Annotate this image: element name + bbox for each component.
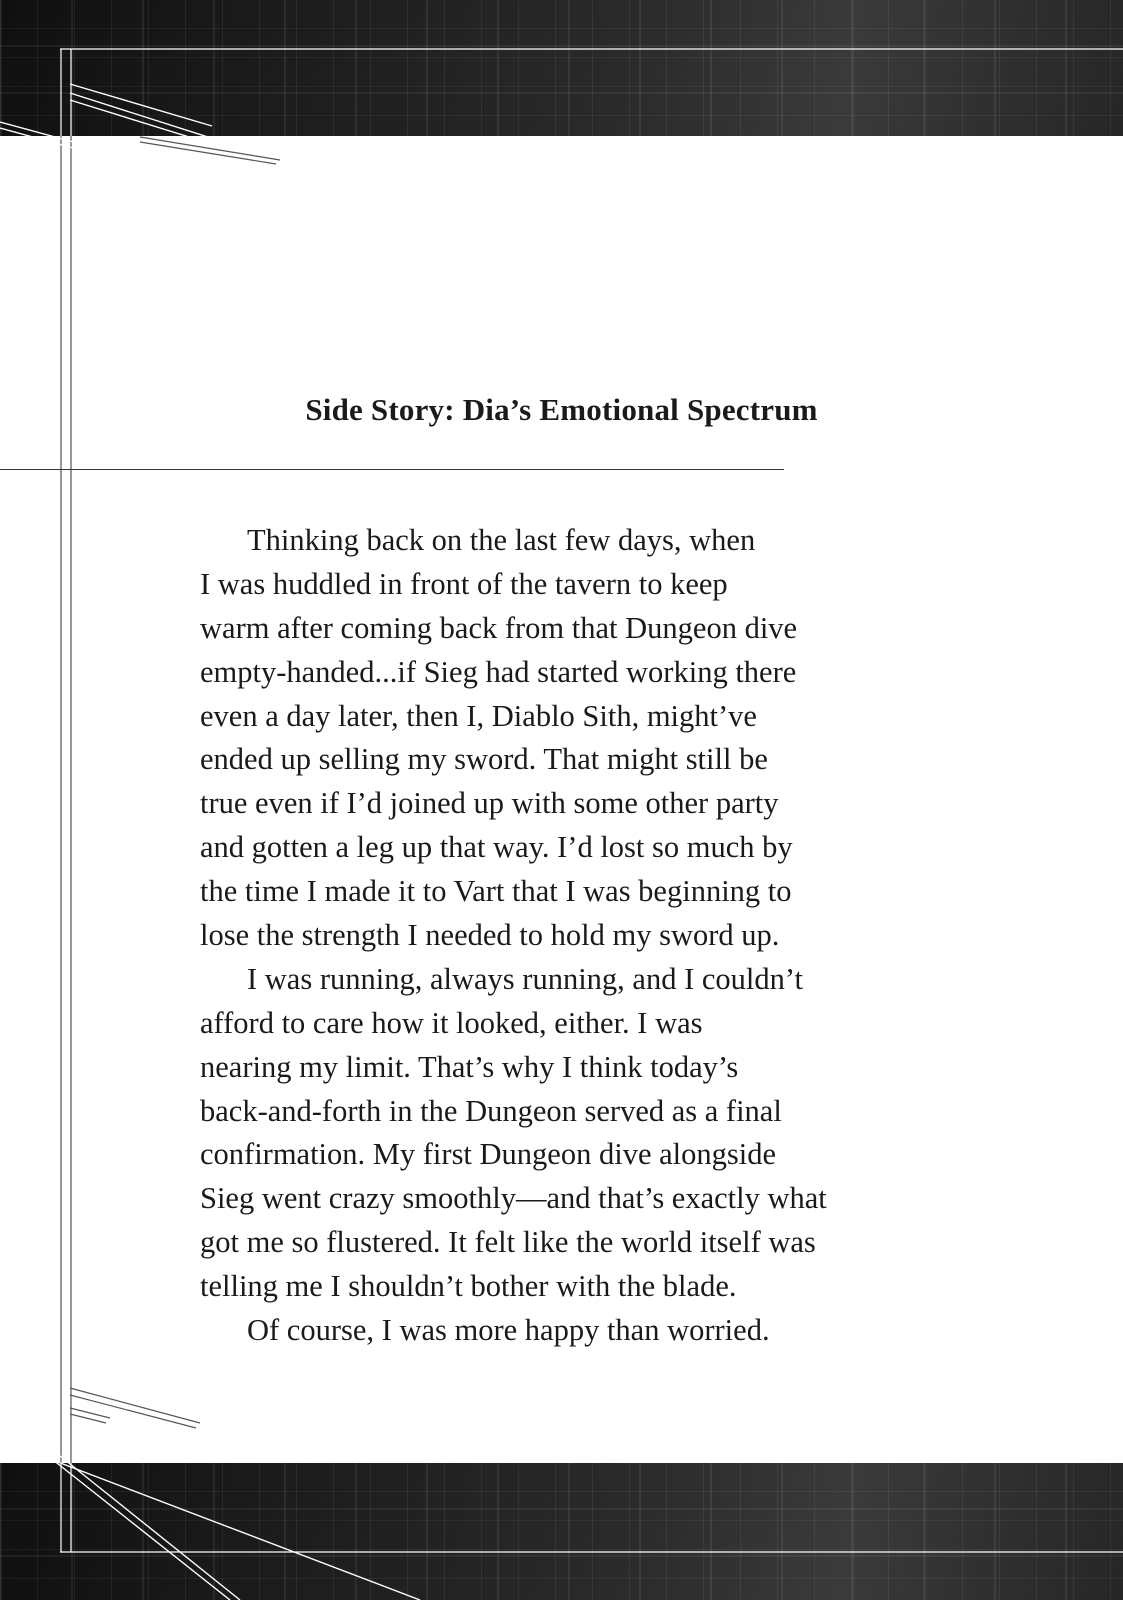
body-line: back-and-forth in the Dungeon served as a final [200, 1093, 782, 1128]
body-line: Of course, I was more happy than worried. [247, 1313, 770, 1348]
story-body [200, 519, 940, 1353]
body-line: the time I made it to Vart that I was beginning to [200, 874, 792, 909]
body-line: confirmation. My first Dungeon dive alongside [200, 1137, 777, 1172]
body-line: got me so flustered. It felt like the world itself was [200, 1225, 816, 1260]
body-line: ended up selling my sword. That might still be [200, 742, 768, 777]
body-line: nearing my limit. That’s why I think today’s [200, 1049, 739, 1084]
body-line: true even if I’d joined up with some other party [200, 786, 779, 821]
footer-grid-pattern [0, 1463, 1123, 1600]
top-left-diagonal-strokes-dark [140, 137, 280, 164]
body-line: afford to care how it looked, either. I was [200, 1005, 703, 1040]
footer-texture-band [0, 1463, 1123, 1600]
body-line: I was running, always running, and I couldn’t [247, 961, 803, 996]
body-line: empty-handed...if Sieg had started working there [200, 654, 797, 689]
header-grid-pattern [0, 0, 1123, 136]
body-line: Sieg went crazy smoothly—and that’s exactly what [200, 1181, 827, 1216]
chapter-title: Side Story: Dia’s Emotional Spectrum [305, 392, 818, 427]
body-line: lose the strength I needed to hold my sword up. [200, 918, 780, 953]
body-line: even a day later, then I, Diablo Sith, might’ve [200, 698, 757, 733]
bottom-left-diagonal-strokes [70, 1388, 200, 1428]
header-texture-band [0, 0, 1123, 136]
body-line: I was huddled in front of the tavern to keep [200, 566, 728, 601]
body-line: Thinking back on the last few days, when [247, 523, 756, 557]
body-line: telling me I shouldn’t bother with the blade. [200, 1269, 737, 1304]
title-underline-rule [0, 469, 784, 470]
body-line: and gotten a leg up that way. I’d lost so much by [200, 830, 793, 865]
body-line: warm after coming back from that Dungeon dive [200, 610, 798, 645]
